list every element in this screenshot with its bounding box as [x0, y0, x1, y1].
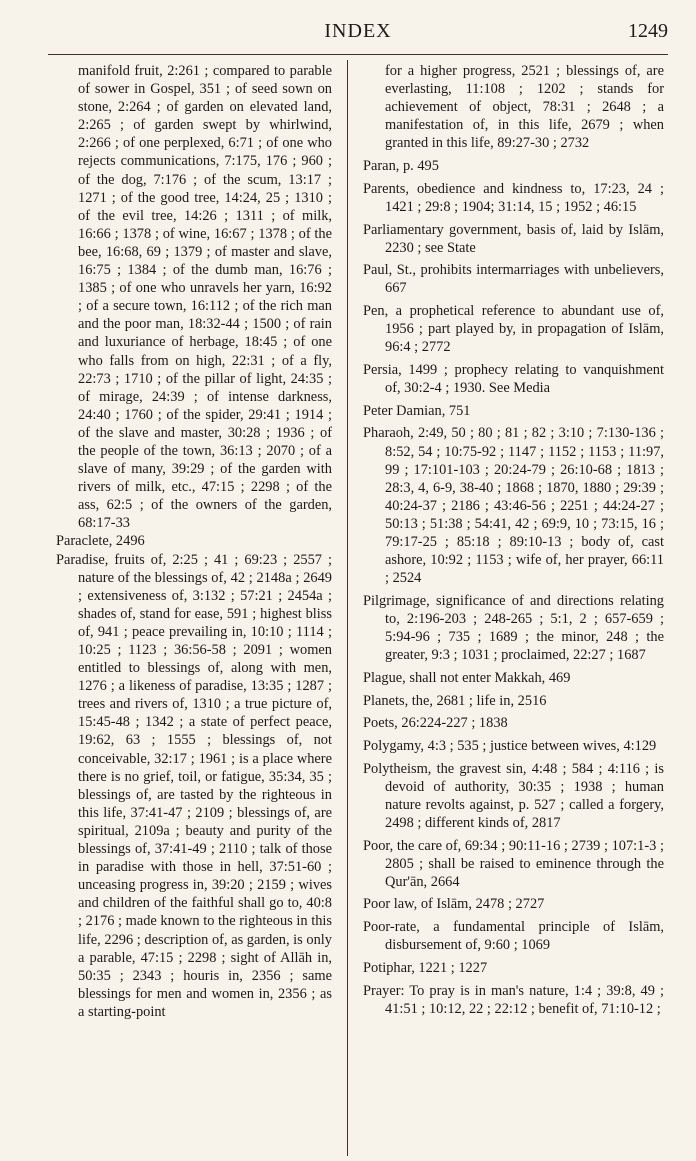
- index-entry: manifold fruit, 2:261 ; compared to parable of sower in Gospel, 351 ; of seed sown on stone, 2:264 ; of garden on elevated land, 2:265 ; of garden swept by whirlwind, 2:266 ; of one perplexed, 6:71 ; of one who rejects communications, 7:175, 176 ; 960 ; of the dog, 7:176 ; of the scum, 13:17 ; 1271 ; of the good tree, 14:24, 25 ; 1310 ; of the evil tree, 14:26 ; 1311 ; of milk, 16:66 ; 1378 ; of wine, 16:67 ; 1378 ; of the bee, 16:68, 69 ; 1379 ; of master and slave, 16:75 ; 1384 ; of the dumb man, 16:76 ; 1385 ; of one who unravels her yarn, 16:92 ; of a secure town, 16:112 ; of the rich man and the poor man, 18:32-44 ; 1500 ; of rain and luxuriance of herbage, 18:45 ; of one who falls from on high, 22:31 ; of a fly, 22:73 ; 1710 ; of the pillar of light, 24:35 ; of mirage, 24:39 ; of intense darkness, 24:40 ; 1760 ; of the spider, 29:41 ; 1914 ; of the slave and master, 30:28 ; 1936 ; of the people of the town, 36:13 ; 2070 ; of a slave of many, 39:29 ; of the garden with rivers of milk, etc., 47:15 ; 2298 ; of the ass, 62:5 ; of the owners of the garden, 68:17-33: [78, 63, 332, 532]
- index-entry: Poets, 26:224-227 ; 1838: [363, 715, 508, 732]
- index-entry: Poor-rate, a fundamental principle of Islām, disbursement of, 9:60 ; 1069: [363, 919, 664, 954]
- index-entry: Polytheism, the gravest sin, 4:48 ; 584 ; 4:116 ; is devoid of authority, 30:35 ; 1938 ; human nature revolts against, p. 527 ; called a forgery, 2498 ; different kinds of, 2817: [363, 760, 664, 831]
- header-title: INDEX: [324, 20, 392, 42]
- index-entry: Polygamy, 4:3 ; 535 ; justice between wives, 4:129: [363, 737, 657, 754]
- right-column: [363, 62, 664, 1018]
- left-column: [56, 62, 332, 1021]
- index-entry: Pharaoh, 2:49, 50 ; 80 ; 81 ; 82 ; 3:10 ; 7:130-136 ; 8:52, 54 ; 10:75-92 ; 1147 ; 1152 ; 1153 ; 11:97, 99 ; 17:101-103 ; 20:24-79 ; 26:10-68 ; 1813 ; 28:3, 4, 6-9, 38-40 ; 1868 ; 1870, 1880 ; 29:39 ; 40:24-37 ; 2186 ; 43:46-56 ; 2251 ; 44:24-27 ; 50:13 ; 51:38 ; 54:41, 42 ; 69:9, 10 ; 73:15, 16 ; 79:17-25 ; 85:18 ; 89:10-13 ; body of, cast ashore, 10:92 ; 1153 ; wife of, her prayer, 66:11 ; 2524: [363, 425, 664, 587]
- index-entry: for a higher progress, 2521 ; blessings of, are everlasting, 11:108 ; 1202 ; stands for achievement of object, 78:31 ; 2648 ; a manifestation of, in this life, 2679 ; when granted in this life, 89:27-30 ; 2732: [385, 63, 664, 152]
- index-entry: Pilgrimage, significance of and directions relating to, 2:196-203 ; 248-265 ; 5:1, 2 ; 657-659 ; 5:94-96 ; 735 ; 1689 ; the minor, 248 ; the greater, 9:3 ; 1031 ; proclaimed, 22:27 ; 1687: [363, 592, 664, 664]
- index-entry: Paul, St., prohibits intermarriages with unbelievers, 667: [363, 262, 664, 297]
- index-entry: Parents, obedience and kindness to, 17:23, 24 ; 1421 ; 29:8 ; 1904; 31:14, 15 ; 1952 ; 46:15: [363, 180, 664, 215]
- index-entry: Paradise, fruits of, 2:25 ; 41 ; 69:23 ; 2557 ; nature of the blessings of, 42 ; 2148a ; 2649 ; extensiveness of, 3:132 ; 57:21 ; 2454a ; shades of, stand for ease, 591 ; highest bliss of, 941 ; peace prevailing in, 10:10 ; 1114 ; 10:25 ; 1123 ; 36:56-58 ; 2091 ; women entitled to blessings of, along with men, 1276 ; a likeness of paradise, 13:35 ; 1287 ; trees and rivers of, 1310 ; a true picture of, 15:45-48 ; 1342 ; a state of perfect peace, 19:62, 63 ; 1555 ; blessings of, not conceivable, 32:17 ; 1961 ; is a place where there is no grief, toil, or fatigue, 35:34, 35 ; blessings of, are tasted by the righteous in this life, 37:41-47 ; 2109 ; blessings of, are spiritual, 2109a ; beauty and purity of the blessings of, 37:41-49 ; 2110 ; talk of those in paradise with those in hell, 37:51-60 ; unceasing progress in, 39:20 ; 2159 ; wives and children of the faithful shall go to, 40:8 ; 2176 ; made known to the righteous in this life, 2296 ; description of, as garden, is only a parable, 47:15 ; 2298 ; sight of Allāh in, 50:35 ; 2343 ; houris in, 2356 ; same blessings for men and women in, 2356 ; as a starting-point: [56, 551, 332, 1020]
- header-rule: [48, 54, 668, 55]
- index-entry: Persia, 1499 ; prophecy relating to vanquishment of, 30:2-4 ; 1930. See Media: [363, 361, 664, 397]
- index-entry: Parliamentary government, basis of, laid by Islām, 2230 ; see State: [363, 221, 664, 256]
- index-entry: Poor, the care of, 69:34 ; 90:11-16 ; 2739 ; 107:1-3 ; 2805 ; shall be raised to eminence through the Qur'ān, 2664: [363, 837, 664, 890]
- index-entry: Paraclete, 2496: [56, 533, 145, 550]
- column-divider: [347, 60, 348, 1156]
- page-header: [48, 18, 668, 54]
- index-entry: Pen, a prophetical reference to abundant use of, 1956 ; part played by, in propagation of Islām, 96:4 ; 2772: [363, 303, 664, 356]
- page-number: 1249: [628, 20, 668, 42]
- index-entry: Poor law, of Islām, 2478 ; 2727: [363, 896, 545, 913]
- index-entry: Potiphar, 1221 ; 1227: [363, 959, 488, 976]
- index-entry: Peter Damian, 751: [363, 402, 471, 419]
- index-entry: Prayer: To pray is in man's nature, 1:4 ; 39:8, 49 ; 41:51 ; 10:12, 22 ; 22:12 ; benefit of, 71:10-12 ;: [363, 982, 664, 1017]
- index-entry: Plague, shall not enter Makkah, 469: [363, 669, 571, 686]
- index-entry: Planets, the, 2681 ; life in, 2516: [363, 692, 547, 709]
- index-entry: Paran, p. 495: [363, 158, 439, 175]
